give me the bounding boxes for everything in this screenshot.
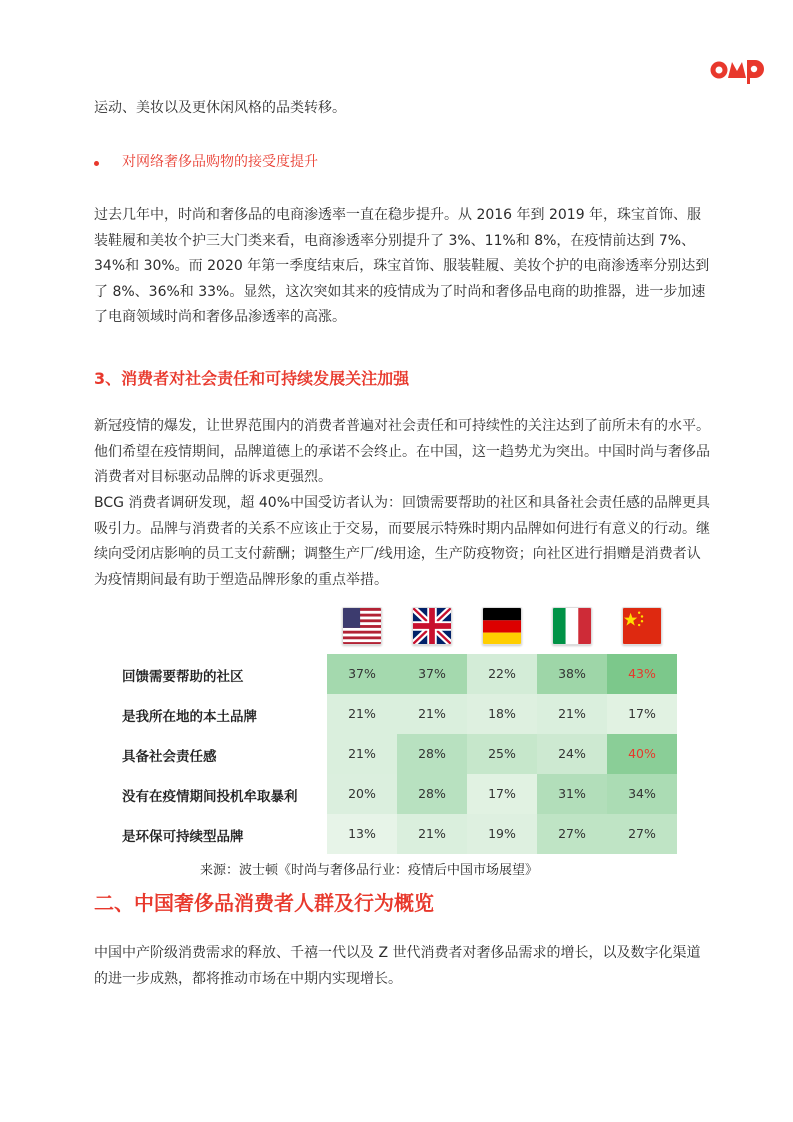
table-cell: 21%: [327, 734, 397, 774]
section2-heading: 二、中国奢侈品消费者人群及行为概览: [94, 891, 434, 915]
table-cell: 22%: [467, 654, 537, 694]
table-cell: 25%: [467, 734, 537, 774]
bullet-text: 对网络奢侈品购物的接受度提升: [122, 154, 318, 170]
row-label: 是我所在地的本土品牌: [122, 709, 257, 725]
table-cell: 37%: [327, 654, 397, 694]
table-cell: 21%: [327, 694, 397, 734]
table-cell: 21%: [537, 694, 607, 734]
table-cell: 27%: [537, 814, 607, 854]
uk-flag-icon: [412, 607, 452, 645]
us-flag-icon: [342, 607, 382, 645]
source-caption: 来源：波士顿《时尚与奢侈品行业：疫情后中国市场展望》: [200, 863, 539, 878]
intro-paragraph: 运动、美妆以及更休闲风格的品类转移。: [94, 100, 346, 116]
table-cell: 21%: [397, 814, 467, 854]
table-cell: 21%: [397, 694, 467, 734]
table-cell: 28%: [397, 774, 467, 814]
table-cell: 24%: [537, 734, 607, 774]
section3-heading: 3、消费者对社会责任和可持续发展关注加强: [94, 369, 410, 388]
table-cell: 34%: [607, 774, 677, 814]
table-cell: 40%: [607, 734, 677, 774]
germany-flag-icon: [482, 607, 522, 645]
row-label: 没有在疫情期间投机牟取暴利: [122, 789, 298, 805]
table-cell: 37%: [397, 654, 467, 694]
row-label: 具备社会责任感: [122, 749, 217, 765]
china-flag-icon: [622, 607, 662, 645]
bullet-dot-icon: [94, 161, 99, 166]
table-cell: 18%: [467, 694, 537, 734]
table-cell: 13%: [327, 814, 397, 854]
table-cell: 17%: [467, 774, 537, 814]
row-label: 回馈需要帮助的社区: [122, 669, 244, 685]
table-cell: 20%: [327, 774, 397, 814]
table-cell: 27%: [607, 814, 677, 854]
table-cell: 43%: [607, 654, 677, 694]
table-cell: 31%: [537, 774, 607, 814]
section2-paragraph: 中国中产阶级消费需求的释放、千禧一代以及 Z 世代消费者对奢侈品需求的增长，以及数字化渠道的进一步成熟，都将推动市场在中期内实现增长。: [94, 945, 701, 987]
omd-logo: [709, 52, 765, 86]
section3-paragraph-2: BCG 消费者调研发现，超 40%中国受访者认为：回馈需要帮助的社区和具备社会责任感的品牌更具吸引力。品牌与消费者的关系不应该止于交易，而要展示特殊时期内品牌如何进行有意义的行动。继续向受闭店影响的员工支付薪酬；调整生产厂/线用途，生产防疫物资；向社区进行捐赠是消费者认为疫情期间最有助于塑造品牌形象的重点举措。: [94, 495, 710, 588]
italy-flag-icon: [552, 607, 592, 645]
table-cell: 38%: [537, 654, 607, 694]
table-cell: 19%: [467, 814, 537, 854]
omd-logo-mark: [709, 52, 765, 86]
section3-paragraph-1: 新冠疫情的爆发，让世界范围内的消费者普遍对社会责任和可持续性的关注达到了前所未有的水平。他们希望在疫情期间，品牌道德上的承诺不会终止。在中国，这一趋势尤为突出。中国时尚与奢侈品消费者对目标驱动品牌的诉求更强烈。: [94, 418, 710, 486]
table-cell: 17%: [607, 694, 677, 734]
ecommerce-paragraph: 过去几年中，时尚和奢侈品的电商渗透率一直在稳步提升。从 2016 年到 2019 年，珠宝首饰、服装鞋履和美妆个护三大门类来看，电商渗透率分别提升了 3%、11%和 8%，在疫情前达到 7%、34%和 30%。而 2020 年第一季度结束后，珠宝首饰、服装鞋履、美妆个护的电商渗透率分别达到了 8%、36%和 33%。显然，这次突如其来的疫情成为了时尚和奢侈品电商的助推器，进一步加速了电商领域时尚和奢侈品渗透率的高涨。: [94, 207, 710, 326]
row-label: 是环保可持续型品牌: [122, 829, 244, 845]
table-cell: 28%: [397, 734, 467, 774]
